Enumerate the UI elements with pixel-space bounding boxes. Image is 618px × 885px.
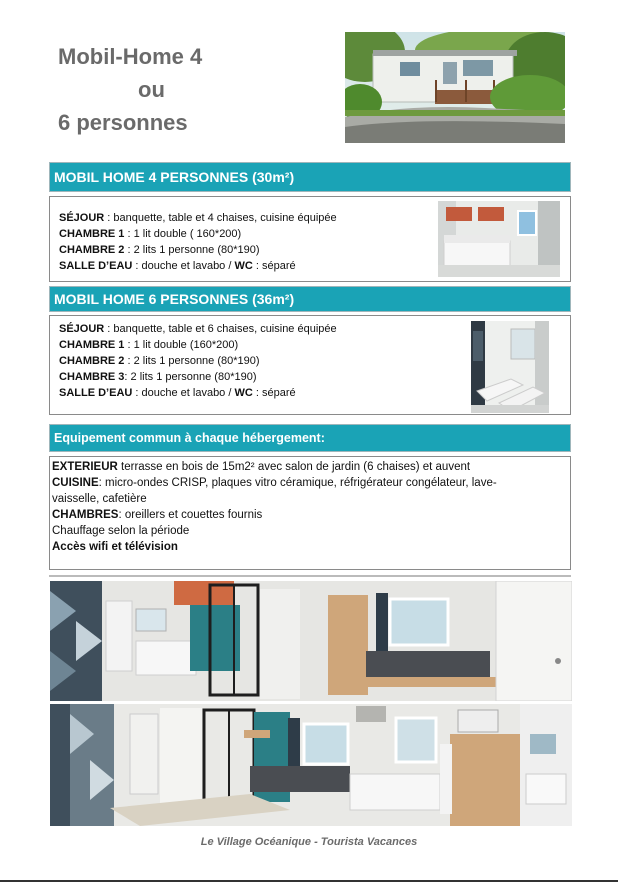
interior-panorama-kitchen xyxy=(50,581,572,701)
footer-credit: Le Village Océanique - Tourista Vacances xyxy=(200,836,418,848)
section-6p-box xyxy=(49,315,571,415)
bedroom-4p-photo xyxy=(438,201,560,277)
bottom-rule xyxy=(0,880,618,882)
section-4p-header xyxy=(49,162,571,192)
row-4p-chambre1: CHAMBRE 1 : 1 lit double ( 160*200) xyxy=(59,228,242,240)
section-6p-header-text: MOBIL HOME 6 PERSONNES (36m²) xyxy=(54,291,295,307)
row-6p-chambre2: CHAMBRE 2 : 2 lits 1 personne (80*190) xyxy=(59,355,260,367)
bedroom-6p-photo xyxy=(471,321,549,413)
exterior-photo xyxy=(345,32,565,143)
title-line-2: ou xyxy=(138,77,165,102)
row-6p-sejour: SÉJOUR : banquette, table et 6 chaises, cuisine équipée xyxy=(59,323,337,335)
equipment-box xyxy=(49,456,571,570)
section-4p-box xyxy=(49,196,571,282)
equipment-chambres: CHAMBRES: oreillers et couettes fournis xyxy=(52,509,263,521)
equipment-exterieur: EXTERIEUR terrasse en bois de 15m2² avec salon de jardin (6 chaises) et auvent xyxy=(52,461,471,473)
separator-line xyxy=(49,575,571,577)
row-4p-chambre2: CHAMBRE 2 : 2 lits 1 personne (80*190) xyxy=(59,244,260,256)
title-line-1: Mobil-Home 4 xyxy=(58,44,203,69)
section-4p-header-text: MOBIL HOME 4 PERSONNES (30m²) xyxy=(54,169,295,185)
row-6p-salle-eau: SALLE D’EAU : douche et lavabo / WC : séparé xyxy=(59,387,296,399)
interior-panorama-living xyxy=(50,704,572,826)
row-4p-sejour: SÉJOUR : banquette, table et 4 chaises, cuisine équipée xyxy=(59,212,337,224)
equipment-cuisine-cont: vaisselle, cafetière xyxy=(52,493,147,505)
equipment-header-text: Equipement commun à chaque hébergement: xyxy=(54,431,325,445)
row-6p-chambre3: CHAMBRE 3: 2 lits 1 personne (80*190) xyxy=(59,371,257,383)
equipment-cuisine: CUISINE: micro-ondes CRISP, plaques vitro céramique, réfrigérateur congélateur, lave- xyxy=(52,477,497,489)
equipment-header xyxy=(49,424,571,452)
title-line-3: 6 personnes xyxy=(58,110,188,135)
equipment-chauffage: Chauffage selon la période xyxy=(52,525,190,537)
equipment-wifi: Accès wifi et télévision xyxy=(52,541,178,553)
section-6p-header xyxy=(49,286,571,312)
row-4p-salle-eau: SALLE D’EAU : douche et lavabo / WC : séparé xyxy=(59,260,296,272)
row-6p-chambre1: CHAMBRE 1 : 1 lit double (160*200) xyxy=(59,339,239,351)
